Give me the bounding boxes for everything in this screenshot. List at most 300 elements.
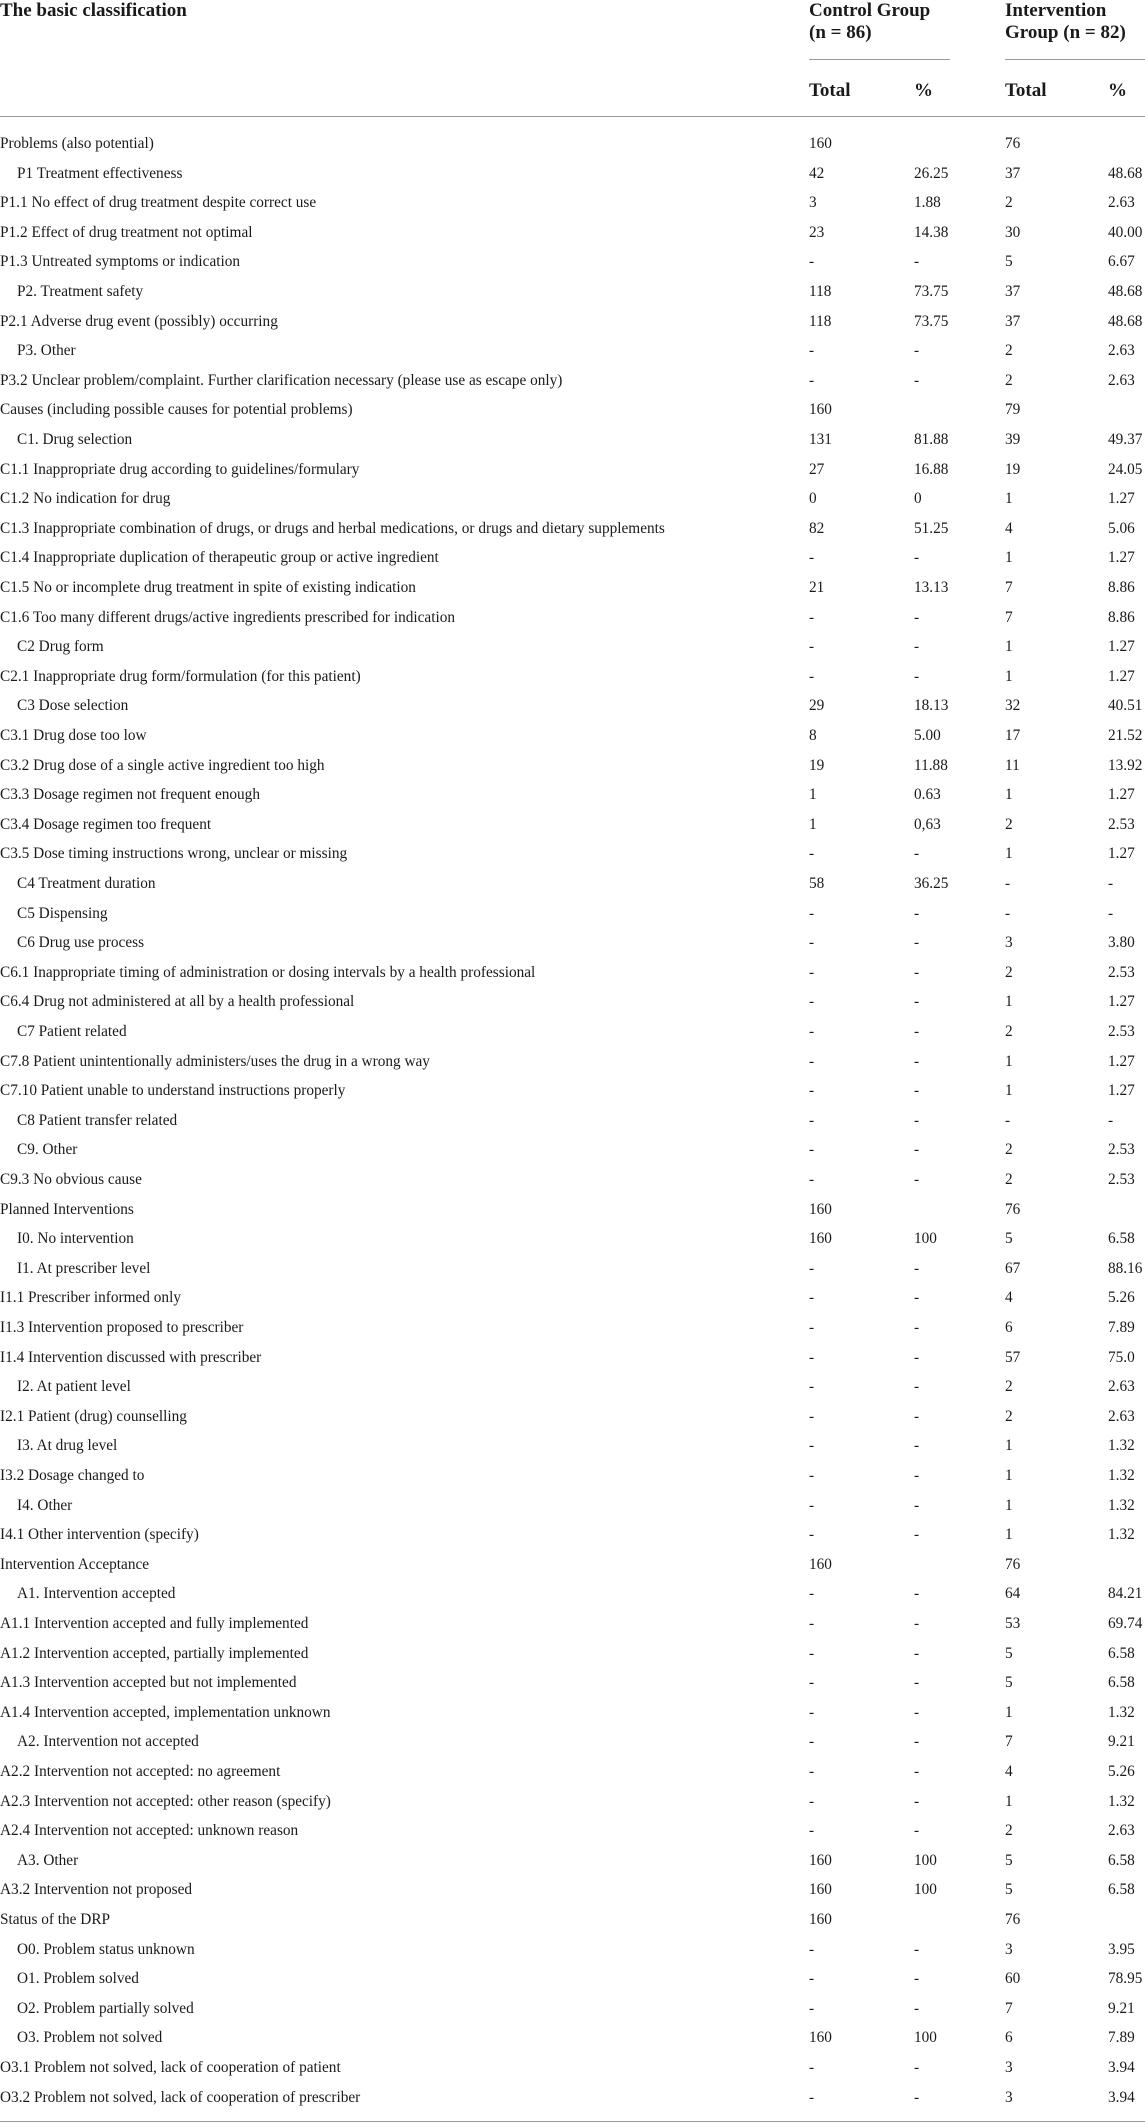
intervention-total-cell: 1 (1005, 1792, 1013, 1810)
intervention-percent-cell: 1.27 (1108, 1082, 1135, 1100)
intervention-total-cell: 3 (1005, 934, 1013, 952)
table-row (0, 1313, 1145, 1343)
intervention-percent-cell: 3.95 (1108, 1940, 1135, 1958)
control-total-cell: - (809, 1763, 815, 1780)
intervention-total-cell: 2 (1005, 1141, 1013, 1159)
control-total-cell: 160 (809, 1230, 832, 1248)
table-row (0, 603, 1145, 633)
row-label: C1.1 Inappropriate drug according to guidelines/formulary (0, 460, 360, 478)
control-percent-cell: 0 (914, 490, 922, 508)
header-control-group (809, 0, 930, 44)
intervention-percent-cell: - (1108, 904, 1114, 922)
control-total-cell: - (809, 1289, 815, 1307)
intervention-total-cell: 37 (1005, 312, 1021, 330)
intervention-total-cell: 5 (1005, 1230, 1013, 1248)
control-total-cell: - (809, 1526, 815, 1544)
row-label: A1.2 Intervention accepted, partially implemented (0, 1644, 309, 1662)
control-percent-cell: 73.75 (914, 312, 949, 330)
table-row (0, 1431, 1145, 1461)
row-label: I1.3 Intervention proposed to prescriber (0, 1319, 244, 1336)
intervention-total-cell: 1 (1005, 993, 1013, 1011)
intervention-percent-cell: 6.58 (1108, 1851, 1135, 1869)
table-row (0, 1787, 1145, 1817)
row-label: P3.2 Unclear problem/complaint. Further clarification necessary (please use as escape only) (0, 371, 563, 389)
row-label: O3. Problem not solved (17, 2029, 163, 2047)
intervention-total-cell: 2 (1005, 342, 1013, 360)
intervention-total-cell: - (1005, 875, 1011, 892)
table-row (0, 1935, 1145, 1965)
table-row (0, 1905, 1145, 1935)
intervention-total-cell: 19 (1005, 460, 1021, 478)
control-percent-cell: 51.25 (914, 519, 949, 537)
table-row (0, 1047, 1145, 1077)
table-row (0, 1076, 1145, 1106)
control-percent-cell: 36.25 (914, 875, 949, 892)
control-percent-cell: - (914, 1999, 920, 2017)
row-label: A3. Other (17, 1851, 79, 1869)
row-label: I1. At prescriber level (17, 1259, 151, 1277)
control-percent-cell: - (914, 1319, 920, 1336)
row-label: P1.2 Effect of drug treatment not optimal (0, 223, 253, 241)
table-row (0, 1875, 1145, 1905)
control-total-cell: - (809, 934, 815, 952)
table-row (0, 721, 1145, 751)
intervention-percent-cell: 2.63 (1108, 1407, 1135, 1425)
table-row (0, 632, 1145, 662)
intervention-percent-cell: 40.00 (1108, 223, 1143, 241)
intervention-total-cell: 30 (1005, 223, 1021, 241)
control-percent-cell: 18.13 (914, 697, 949, 715)
control-total-cell: - (809, 963, 815, 981)
control-percent-cell: - (914, 845, 920, 863)
intervention-total-cell: 5 (1005, 1881, 1013, 1899)
intervention-percent-cell: 1.27 (1108, 786, 1135, 804)
row-label: Status of the DRP (0, 1911, 111, 1928)
control-percent-cell: - (914, 1141, 920, 1159)
control-total-cell: - (809, 1111, 815, 1129)
control-percent-cell: - (914, 1378, 920, 1396)
row-label: C9. Other (17, 1141, 78, 1159)
control-percent-cell: - (914, 371, 920, 389)
control-total-cell: 160 (809, 1911, 832, 1928)
table-row (0, 1609, 1145, 1639)
control-total-cell: 160 (809, 1881, 832, 1899)
control-percent-cell: - (914, 993, 920, 1011)
intervention-percent-cell: 1.32 (1108, 1703, 1135, 1721)
table-row (0, 1698, 1145, 1728)
intervention-percent-cell: 8.86 (1108, 608, 1135, 626)
table-row (0, 395, 1145, 425)
control-total-cell: - (809, 1467, 815, 1484)
control-total-cell: - (809, 1496, 815, 1514)
intervention-percent-cell: 13.92 (1108, 756, 1143, 774)
intervention-total-cell: 7 (1005, 1733, 1013, 1751)
control-percent-cell: - (914, 1644, 920, 1662)
header-intervention-group-line2: Group (n = 82) (1005, 22, 1126, 43)
intervention-total-cell: 11 (1005, 756, 1020, 774)
control-total-cell: 19 (809, 756, 825, 774)
control-percent-cell: - (914, 1585, 920, 1603)
table-row (0, 1757, 1145, 1787)
row-label: A1.1 Intervention accepted and fully implemented (0, 1615, 309, 1632)
control-percent-cell: 11.88 (914, 756, 948, 774)
table-row (0, 928, 1145, 958)
control-total-cell: 1 (809, 786, 817, 804)
row-label: C3.5 Dose timing instructions wrong, unclear or missing (0, 845, 348, 863)
control-total-cell: 3 (809, 194, 817, 212)
table-row (0, 1727, 1145, 1757)
control-total-cell: - (809, 342, 815, 360)
control-total-cell: - (809, 608, 815, 626)
control-percent-cell: - (914, 904, 920, 922)
subheader-control-percent: % (914, 80, 933, 101)
row-label: C6.4 Drug not administered at all by a health professional (0, 993, 355, 1011)
row-label: C1.6 Too many different drugs/active ingredients prescribed for indication (0, 608, 456, 626)
intervention-total-cell: 1 (1005, 845, 1013, 863)
row-label: A2.3 Intervention not accepted: other reason (specify) (0, 1792, 331, 1810)
intervention-total-cell: 2 (1005, 1407, 1013, 1425)
control-total-cell: - (809, 253, 815, 271)
intervention-total-cell: 2 (1005, 963, 1013, 981)
table-row (0, 1668, 1145, 1698)
row-label: C3.2 Drug dose of a single active ingredient too high (0, 756, 325, 774)
control-percent-cell: - (914, 1940, 920, 1958)
intervention-total-cell: 60 (1005, 1970, 1021, 1988)
control-percent-cell: - (914, 1082, 920, 1100)
intervention-total-cell: 3 (1005, 2088, 1013, 2106)
intervention-percent-cell: 48.68 (1108, 283, 1143, 300)
control-percent-cell: - (914, 1703, 920, 1721)
control-total-cell: - (809, 667, 815, 685)
row-label: Problems (also potential) (0, 135, 154, 152)
intervention-percent-cell: 21.52 (1108, 727, 1143, 744)
intervention-total-cell: 4 (1005, 519, 1013, 537)
table-row (0, 1520, 1145, 1550)
control-percent-cell: - (914, 963, 920, 981)
control-total-cell: - (809, 993, 815, 1011)
intervention-total-cell: 2 (1005, 194, 1013, 212)
intervention-percent-cell: 2.53 (1108, 1141, 1135, 1159)
control-percent-cell: 26.25 (914, 164, 949, 182)
intervention-total-cell: 5 (1005, 1674, 1013, 1692)
control-percent-cell: 5.00 (914, 727, 941, 744)
row-label: C1.5 No or incomplete drug treatment in spite of existing indication (0, 579, 416, 596)
intervention-total-cell: 53 (1005, 1615, 1021, 1632)
control-total-cell: - (809, 1023, 815, 1040)
header-intervention-group (1005, 0, 1126, 44)
table-row (0, 484, 1145, 514)
control-total-cell: - (809, 1970, 815, 1988)
intervention-total-cell: 4 (1005, 1763, 1013, 1780)
control-total-cell: - (809, 1348, 815, 1366)
control-total-cell: 29 (809, 697, 825, 715)
control-percent-cell: 73.75 (914, 283, 949, 300)
intervention-percent-cell: 1.32 (1108, 1437, 1135, 1455)
table-row (0, 425, 1145, 455)
intervention-percent-cell: 75.0 (1108, 1348, 1135, 1366)
intervention-percent-cell: 1.27 (1108, 549, 1135, 567)
row-label: A2. Intervention not accepted (17, 1733, 199, 1751)
intervention-total-cell: 17 (1005, 727, 1021, 744)
control-percent-cell: - (914, 1763, 920, 1780)
control-total-cell: - (809, 904, 815, 922)
intervention-total-cell: 3 (1005, 1940, 1013, 1958)
intervention-total-cell: 6 (1005, 2029, 1013, 2047)
control-total-cell: 8 (809, 727, 817, 744)
control-percent-cell: - (914, 1111, 920, 1129)
intervention-total-cell: 39 (1005, 431, 1021, 448)
control-percent-cell: - (914, 342, 920, 360)
row-label: C2 Drug form (17, 638, 104, 656)
row-label: P2.1 Adverse drug event (possibly) occurring (0, 312, 278, 330)
row-label: O0. Problem status unknown (17, 1940, 195, 1958)
table-row (0, 987, 1145, 1017)
row-label: A2.4 Intervention not accepted: unknown reason (0, 1822, 299, 1840)
row-label: I3. At drug level (17, 1437, 118, 1455)
table-row (0, 1343, 1145, 1373)
row-label: C4 Treatment duration (17, 875, 156, 892)
intervention-total-cell: 1 (1005, 786, 1013, 804)
table-row (0, 691, 1145, 721)
intervention-percent-cell: 9.21 (1108, 1999, 1135, 2017)
control-total-cell: - (809, 1082, 815, 1100)
intervention-total-cell: 7 (1005, 608, 1013, 626)
header-intervention-group-line1: Intervention (1005, 0, 1107, 21)
table-row (0, 1372, 1145, 1402)
control-total-cell: - (809, 1437, 815, 1455)
table-row (0, 899, 1145, 929)
row-label: C3.1 Drug dose too low (0, 727, 147, 744)
control-total-cell: - (809, 371, 815, 389)
control-total-cell: - (809, 2059, 815, 2076)
table-row (0, 839, 1145, 869)
intervention-total-cell: 2 (1005, 1378, 1013, 1396)
table-row (0, 455, 1145, 485)
table-row (0, 1816, 1145, 1846)
control-percent-cell: - (914, 1970, 920, 1988)
table-row (0, 573, 1145, 603)
row-label: C6.1 Inappropriate timing of administration or dosing intervals by a health professional (0, 963, 536, 981)
control-total-cell: 0 (809, 490, 817, 508)
control-total-cell: 58 (809, 875, 825, 892)
intervention-total-cell: 5 (1005, 1851, 1013, 1869)
table-row (0, 277, 1145, 307)
intervention-total-cell: 1 (1005, 1052, 1013, 1070)
intervention-total-cell: 2 (1005, 815, 1013, 833)
table-row (0, 810, 1145, 840)
control-total-cell: - (809, 1378, 815, 1396)
table-row (0, 1491, 1145, 1521)
table-row (0, 662, 1145, 692)
intervention-percent-cell: 6.58 (1108, 1230, 1135, 1248)
header-bottom-rule (0, 116, 1145, 117)
row-label: Intervention Acceptance (0, 1555, 150, 1573)
control-percent-cell: 81.88 (914, 431, 949, 448)
row-label: C1. Drug selection (17, 431, 133, 448)
control-total-cell: - (809, 638, 815, 656)
intervention-total-cell: 5 (1005, 1644, 1013, 1662)
intervention-percent-cell: 3.94 (1108, 2059, 1135, 2076)
intervention-percent-cell: 88.16 (1108, 1259, 1143, 1277)
row-label: I1.1 Prescriber informed only (0, 1289, 181, 1307)
table-row (0, 1195, 1145, 1225)
control-percent-cell: - (914, 1348, 920, 1366)
table-row (0, 159, 1145, 189)
table-row (0, 1106, 1145, 1136)
subheader-control-total: Total (809, 80, 851, 101)
control-percent-cell: - (914, 1792, 920, 1810)
intervention-total-cell: 3 (1005, 2059, 1013, 2076)
control-group-underline (809, 59, 950, 60)
intervention-total-cell: 4 (1005, 1289, 1013, 1307)
row-label: C5 Dispensing (17, 904, 108, 922)
header-control-group-line1: Control Group (809, 0, 931, 21)
row-label: A2.2 Intervention not accepted: no agreement (0, 1763, 281, 1780)
intervention-percent-cell: 5.26 (1108, 1763, 1135, 1780)
row-label: C2.1 Inappropriate drug form/formulation (for this patient) (0, 667, 361, 685)
intervention-group-underline (1005, 59, 1145, 60)
control-percent-cell: - (914, 1289, 920, 1307)
control-percent-cell: - (914, 1467, 920, 1484)
intervention-percent-cell: 1.27 (1108, 667, 1135, 685)
intervention-total-cell: 32 (1005, 697, 1021, 715)
intervention-percent-cell: 48.68 (1108, 312, 1143, 330)
row-label: A1. Intervention accepted (17, 1585, 176, 1603)
table-row (0, 2083, 1145, 2113)
control-total-cell: 82 (809, 519, 825, 537)
control-percent-cell: - (914, 1526, 920, 1544)
table-row (0, 188, 1145, 218)
control-total-cell: - (809, 1171, 815, 1188)
intervention-total-cell: 6 (1005, 1319, 1013, 1336)
table-row (0, 751, 1145, 781)
control-total-cell: - (809, 1733, 815, 1751)
intervention-percent-cell: 1.32 (1108, 1467, 1135, 1484)
control-total-cell: - (809, 1141, 815, 1159)
control-total-cell: - (809, 1940, 815, 1958)
control-total-cell: - (809, 1674, 815, 1692)
control-percent-cell: 100 (914, 1881, 937, 1899)
row-label: P1.3 Untreated symptoms or indication (0, 253, 241, 271)
intervention-total-cell: 76 (1005, 1555, 1021, 1573)
control-total-cell: - (809, 1822, 815, 1840)
subheader-intervention-percent: % (1108, 80, 1127, 101)
subheader-intervention-total: Total (1005, 80, 1047, 101)
intervention-percent-cell: 3.80 (1108, 934, 1135, 952)
table-row (0, 1846, 1145, 1876)
control-total-cell: - (809, 1703, 815, 1721)
row-label: P1.1 No effect of drug treatment despite correct use (0, 194, 317, 212)
table-row (0, 1579, 1145, 1609)
row-label: C9.3 No obvious cause (0, 1171, 142, 1188)
intervention-percent-cell: 24.05 (1108, 460, 1143, 478)
intervention-total-cell: 2 (1005, 371, 1013, 389)
intervention-percent-cell: 7.89 (1108, 2029, 1135, 2047)
control-total-cell: 1 (809, 815, 817, 833)
intervention-total-cell: 1 (1005, 1496, 1013, 1514)
intervention-total-cell: 2 (1005, 1023, 1013, 1040)
control-total-cell: 160 (809, 1555, 832, 1573)
control-percent-cell: - (914, 1822, 920, 1840)
control-percent-cell: - (914, 608, 920, 626)
table-bottom-rule (0, 2121, 1145, 2122)
control-total-cell: - (809, 1615, 815, 1632)
control-total-cell: - (809, 845, 815, 863)
intervention-percent-cell: 6.58 (1108, 1881, 1135, 1899)
intervention-percent-cell: 9.21 (1108, 1733, 1135, 1751)
row-label: C3.3 Dosage regimen not frequent enough (0, 786, 260, 804)
intervention-total-cell: 1 (1005, 638, 1013, 656)
intervention-total-cell: 79 (1005, 401, 1021, 419)
table-row (0, 514, 1145, 544)
table-row (0, 366, 1145, 396)
control-total-cell: 160 (809, 401, 832, 419)
row-label: P3. Other (17, 342, 76, 360)
control-percent-cell: - (914, 2059, 920, 2076)
control-percent-cell: - (914, 1023, 920, 1040)
control-percent-cell: 100 (914, 1851, 937, 1869)
control-total-cell: - (809, 1407, 815, 1425)
table-row (0, 1135, 1145, 1165)
intervention-percent-cell: 1.27 (1108, 1052, 1135, 1070)
row-label: I4. Other (17, 1496, 73, 1514)
control-total-cell: 21 (809, 579, 825, 596)
intervention-percent-cell: 6.67 (1108, 253, 1135, 271)
row-label: Causes (including possible causes for potential problems) (0, 401, 353, 419)
table-row (0, 780, 1145, 810)
row-label: I2.1 Patient (drug) counselling (0, 1407, 187, 1425)
intervention-total-cell: - (1005, 904, 1011, 922)
row-label: O1. Problem solved (17, 1970, 139, 1988)
row-label: C8 Patient transfer related (17, 1111, 178, 1129)
control-total-cell: - (809, 1052, 815, 1070)
intervention-total-cell: 1 (1005, 1082, 1013, 1100)
intervention-percent-cell: 2.53 (1108, 1171, 1135, 1188)
intervention-total-cell: 2 (1005, 1171, 1013, 1188)
intervention-total-cell: 1 (1005, 667, 1013, 685)
table-row (0, 1017, 1145, 1047)
row-label: I2. At patient level (17, 1378, 131, 1396)
intervention-total-cell: 1 (1005, 490, 1013, 508)
control-total-cell: 160 (809, 135, 832, 152)
row-label: C6 Drug use process (17, 934, 145, 952)
intervention-percent-cell: 1.27 (1108, 993, 1135, 1011)
intervention-percent-cell: 7.89 (1108, 1319, 1135, 1336)
row-label: P1 Treatment effectiveness (17, 164, 183, 182)
table-row (0, 247, 1145, 277)
row-label: I0. No intervention (17, 1230, 134, 1248)
row-label: C3.4 Dosage regimen too frequent (0, 815, 212, 833)
intervention-total-cell: 37 (1005, 283, 1021, 300)
table-row (0, 1964, 1145, 1994)
row-label: I4.1 Other intervention (specify) (0, 1526, 199, 1544)
row-label: A3.2 Intervention not proposed (0, 1881, 193, 1899)
intervention-total-cell: 37 (1005, 164, 1021, 182)
control-percent-cell: - (914, 1615, 920, 1632)
control-percent-cell: - (914, 1259, 920, 1277)
control-percent-cell: - (914, 1052, 920, 1070)
row-label: C7 Patient related (17, 1023, 127, 1040)
intervention-percent-cell: 69.74 (1108, 1615, 1143, 1632)
intervention-percent-cell: 2.53 (1108, 963, 1135, 981)
intervention-total-cell: 7 (1005, 579, 1013, 596)
row-label: C3 Dose selection (17, 697, 129, 715)
control-percent-cell: 0.63 (914, 786, 941, 804)
intervention-percent-cell: 78.95 (1108, 1970, 1143, 1988)
control-percent-cell: - (914, 638, 920, 656)
control-total-cell: 23 (809, 223, 825, 241)
intervention-total-cell: 1 (1005, 1526, 1013, 1544)
